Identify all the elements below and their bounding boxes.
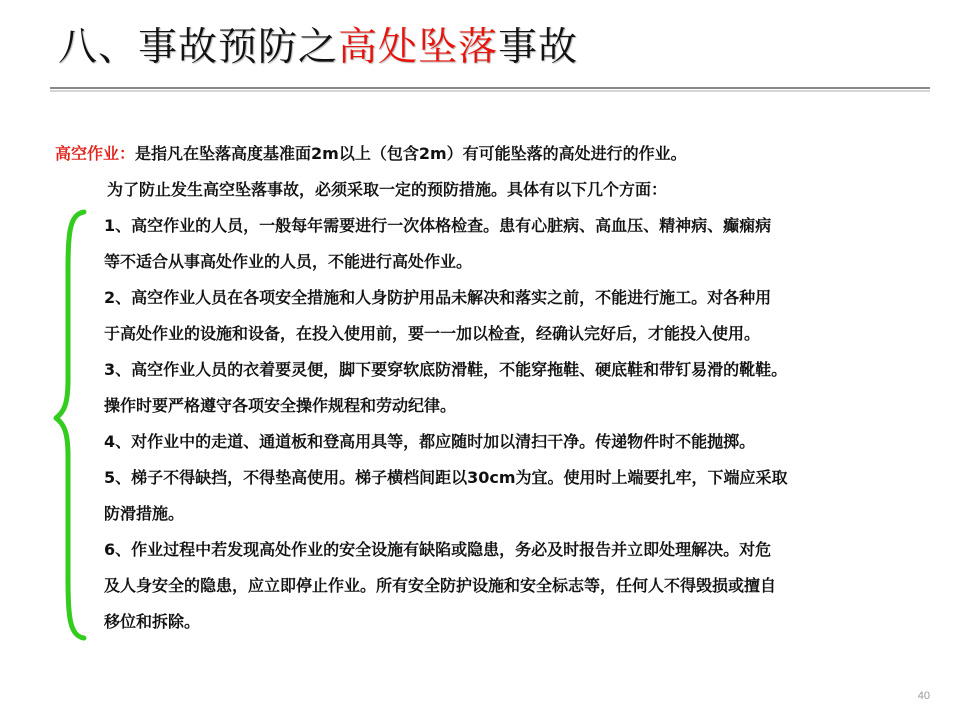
measure-4-line-1: 4、对作业中的走道、通道板和登高用具等，都应随时加以清扫干净。传递物件时不能抛掷。: [104, 432, 756, 451]
definition-paragraph: [55, 144, 687, 164]
measure-6-line-3: 移位和拆除。: [104, 612, 201, 631]
measure-2-line-1: 2、高空作业人员在各项安全措施和人身防护用品未解决和落实之前，不能进行施工。对各种用: [104, 288, 772, 307]
measure-1-line-2: 等不适合从事高处作业的人员，不能进行高处作业。: [104, 252, 473, 271]
definition-text: 是指凡在坠落高度基准面2m以上（包含2m）有可能坠落的高处进行的作业。: [135, 144, 687, 163]
measure-3-line-2: 操作时要严格遵守各项安全操作规程和劳动纪律。: [104, 396, 457, 415]
title-prefix: 八、事故预防之: [58, 25, 339, 70]
title-suffix: 事故: [498, 25, 579, 70]
measure-6-line-1: 6、作业过程中若发现高处作业的安全设施有缺陷或隐患，务必及时报告并立即处理解决。对危: [104, 540, 772, 559]
measure-2-line-2: 于高处作业的设施和设备，在投入使用前，要一一加以检查，经确认完好后，才能投入使用。: [104, 324, 761, 343]
title-highlight: 高处坠落: [338, 25, 499, 70]
measure-5-line-2: 防滑措施。: [104, 504, 185, 523]
curly-brace-icon: [52, 208, 94, 642]
measure-3-line-1: 3、高空作业人员的衣着要灵便，脚下要穿软底防滑鞋，不能穿拖鞋、硬底鞋和带钉易滑的靴鞋。: [104, 360, 788, 379]
definition-term: 高空作业：: [55, 144, 136, 163]
measure-6-line-2: 及人身安全的隐患，应立即停止作业。所有安全防护设施和安全标志等，任何人不得毁损或擅自: [104, 576, 777, 595]
lead-paragraph: 为了防止发生高空坠落事故，必须采取一定的预防措施。具体有以下几个方面：: [107, 180, 668, 199]
title-divider-shadow: [50, 90, 930, 92]
page-number: 40: [917, 690, 930, 702]
slide-title: [58, 20, 578, 76]
title-divider: [50, 87, 930, 89]
measure-5-line-1: 5、梯子不得缺挡，不得垫高使用。梯子横档间距以30cm为宜。使用时上端要扎牢，下端应采取: [104, 468, 788, 487]
measure-1-line-1: 1、高空作业的人员，一般每年需要进行一次体格检查。患有心脏病、高血压、精神病、癫痫病: [104, 216, 772, 235]
